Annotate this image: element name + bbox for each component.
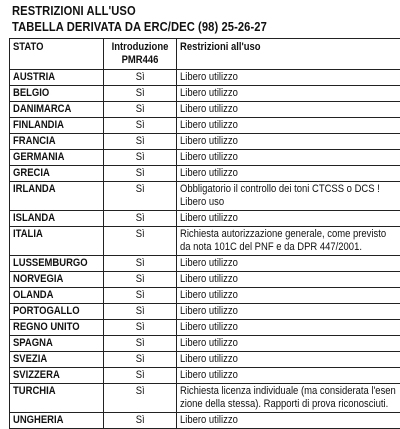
restriction-line: Libero utilizzo xyxy=(180,289,238,302)
cell-stato: ITALIA xyxy=(10,227,104,256)
restriction-line: Obbligatorio il controllo dei toni CTCSS o DCS ! xyxy=(180,183,380,196)
cell-stato: SVEZIA xyxy=(10,352,104,368)
table-row xyxy=(10,256,400,272)
table-row xyxy=(10,288,400,304)
cell-stato: UNGHERIA xyxy=(10,413,104,429)
title-line-1: RESTRIZIONI ALL'USO xyxy=(12,3,267,19)
header-introduzione: Introduzione PMR446 xyxy=(103,39,176,70)
restriction-line: Libero utilizzo xyxy=(180,353,238,366)
restriction-line: da nota 101C del PNF e da DPR 447/2001. xyxy=(180,241,386,254)
table-row xyxy=(10,320,400,336)
table-row xyxy=(10,272,400,288)
cell-restrizioni xyxy=(176,86,400,102)
restriction-line: Libero utilizzo xyxy=(180,273,238,286)
table-row xyxy=(10,134,400,150)
restriction-line: Libero utilizzo xyxy=(180,103,238,116)
cell-stato: BELGIO xyxy=(10,86,104,102)
document-title xyxy=(12,3,267,35)
cell-stato: LUSSEMBURGO xyxy=(10,256,104,272)
cell-stato: NORVEGIA xyxy=(10,272,104,288)
cell-stato: GERMANIA xyxy=(10,150,104,166)
cell-introduzione: Sì xyxy=(103,272,176,288)
table-row xyxy=(10,368,400,384)
cell-restrizioni xyxy=(176,272,400,288)
restriction-line: Richiesta autorizzazione generale, come previsto xyxy=(180,228,386,241)
cell-stato: GRECIA xyxy=(10,166,104,182)
table-row xyxy=(10,211,400,227)
cell-introduzione: Sì xyxy=(103,150,176,166)
cell-introduzione: Sì xyxy=(103,86,176,102)
cell-stato: FINLANDIA xyxy=(10,118,104,134)
restriction-line: Libero utilizzo xyxy=(180,369,238,382)
cell-introduzione: Sì xyxy=(103,118,176,134)
cell-introduzione: Sì xyxy=(103,227,176,256)
table-row xyxy=(10,413,400,429)
cell-stato: FRANCIA xyxy=(10,134,104,150)
cell-restrizioni xyxy=(176,70,400,86)
table-row xyxy=(10,86,400,102)
cell-introduzione: Sì xyxy=(103,70,176,86)
cell-stato: ISLANDA xyxy=(10,211,104,227)
cell-introduzione: Sì xyxy=(103,336,176,352)
cell-restrizioni xyxy=(176,320,400,336)
restriction-line: Libero utilizzo xyxy=(180,151,238,164)
header-stato: STATO xyxy=(10,39,104,70)
cell-stato: SVIZZERA xyxy=(10,368,104,384)
cell-restrizioni xyxy=(176,336,400,352)
restrictions-table xyxy=(9,38,400,429)
restriction-line: Richiesta licenza individuale (ma considerata l'esen xyxy=(180,385,396,398)
table-row xyxy=(10,70,400,86)
cell-introduzione: Sì xyxy=(103,384,176,413)
restriction-line: Libero uso xyxy=(180,196,380,209)
cell-restrizioni xyxy=(176,166,400,182)
restriction-line: Libero utilizzo xyxy=(180,71,238,84)
cell-restrizioni xyxy=(176,102,400,118)
cell-introduzione: Sì xyxy=(103,288,176,304)
cell-introduzione: Sì xyxy=(103,211,176,227)
cell-stato: TURCHIA xyxy=(10,384,104,413)
cell-restrizioni xyxy=(176,211,400,227)
cell-restrizioni xyxy=(176,134,400,150)
cell-restrizioni xyxy=(176,288,400,304)
table-row xyxy=(10,182,400,211)
cell-stato: AUSTRIA xyxy=(10,70,104,86)
cell-restrizioni xyxy=(176,118,400,134)
restriction-line: Libero utilizzo xyxy=(180,167,238,180)
cell-introduzione: Sì xyxy=(103,413,176,429)
restriction-line: Libero utilizzo xyxy=(180,87,238,100)
cell-stato: SPAGNA xyxy=(10,336,104,352)
cell-introduzione: Sì xyxy=(103,182,176,211)
header-restrizioni: Restrizioni all'uso xyxy=(176,39,400,70)
cell-stato: PORTOGALLO xyxy=(10,304,104,320)
cell-introduzione: Sì xyxy=(103,368,176,384)
cell-restrizioni xyxy=(176,227,400,256)
cell-restrizioni xyxy=(176,352,400,368)
cell-introduzione: Sì xyxy=(103,166,176,182)
restriction-line: Libero utilizzo xyxy=(180,414,238,427)
cell-introduzione: Sì xyxy=(103,256,176,272)
table-row xyxy=(10,336,400,352)
table-row xyxy=(10,166,400,182)
restriction-line: Libero utilizzo xyxy=(180,305,238,318)
cell-restrizioni xyxy=(176,150,400,166)
table-row xyxy=(10,304,400,320)
cell-introduzione: Sì xyxy=(103,320,176,336)
restriction-line: Libero utilizzo xyxy=(180,119,238,132)
cell-restrizioni xyxy=(176,304,400,320)
cell-stato: REGNO UNITO xyxy=(10,320,104,336)
cell-restrizioni xyxy=(176,368,400,384)
table-row xyxy=(10,352,400,368)
cell-restrizioni xyxy=(176,384,400,413)
cell-introduzione: Sì xyxy=(103,134,176,150)
restriction-line: zione della stessa). Rapporti di prova riconosciuti. xyxy=(180,398,396,411)
table-row xyxy=(10,102,400,118)
restriction-line: Libero utilizzo xyxy=(180,337,238,350)
cell-restrizioni xyxy=(176,413,400,429)
cell-restrizioni xyxy=(176,256,400,272)
table-row xyxy=(10,150,400,166)
table-header-row xyxy=(10,39,400,70)
cell-stato: DANIMARCA xyxy=(10,102,104,118)
cell-introduzione: Sì xyxy=(103,102,176,118)
restriction-line: Libero utilizzo xyxy=(180,135,238,148)
table-row xyxy=(10,227,400,256)
table-body xyxy=(10,70,400,429)
table-row xyxy=(10,118,400,134)
cell-stato: IRLANDA xyxy=(10,182,104,211)
cell-introduzione: Sì xyxy=(103,352,176,368)
table-row xyxy=(10,384,400,413)
cell-introduzione: Sì xyxy=(103,304,176,320)
cell-stato: OLANDA xyxy=(10,288,104,304)
title-line-2: TABELLA DERIVATA DA ERC/DEC (98) 25-26-27 xyxy=(12,19,267,35)
cell-restrizioni xyxy=(176,182,400,211)
restriction-line: Libero utilizzo xyxy=(180,212,238,225)
restriction-line: Libero utilizzo xyxy=(180,321,238,334)
restriction-line: Libero utilizzo xyxy=(180,257,238,270)
